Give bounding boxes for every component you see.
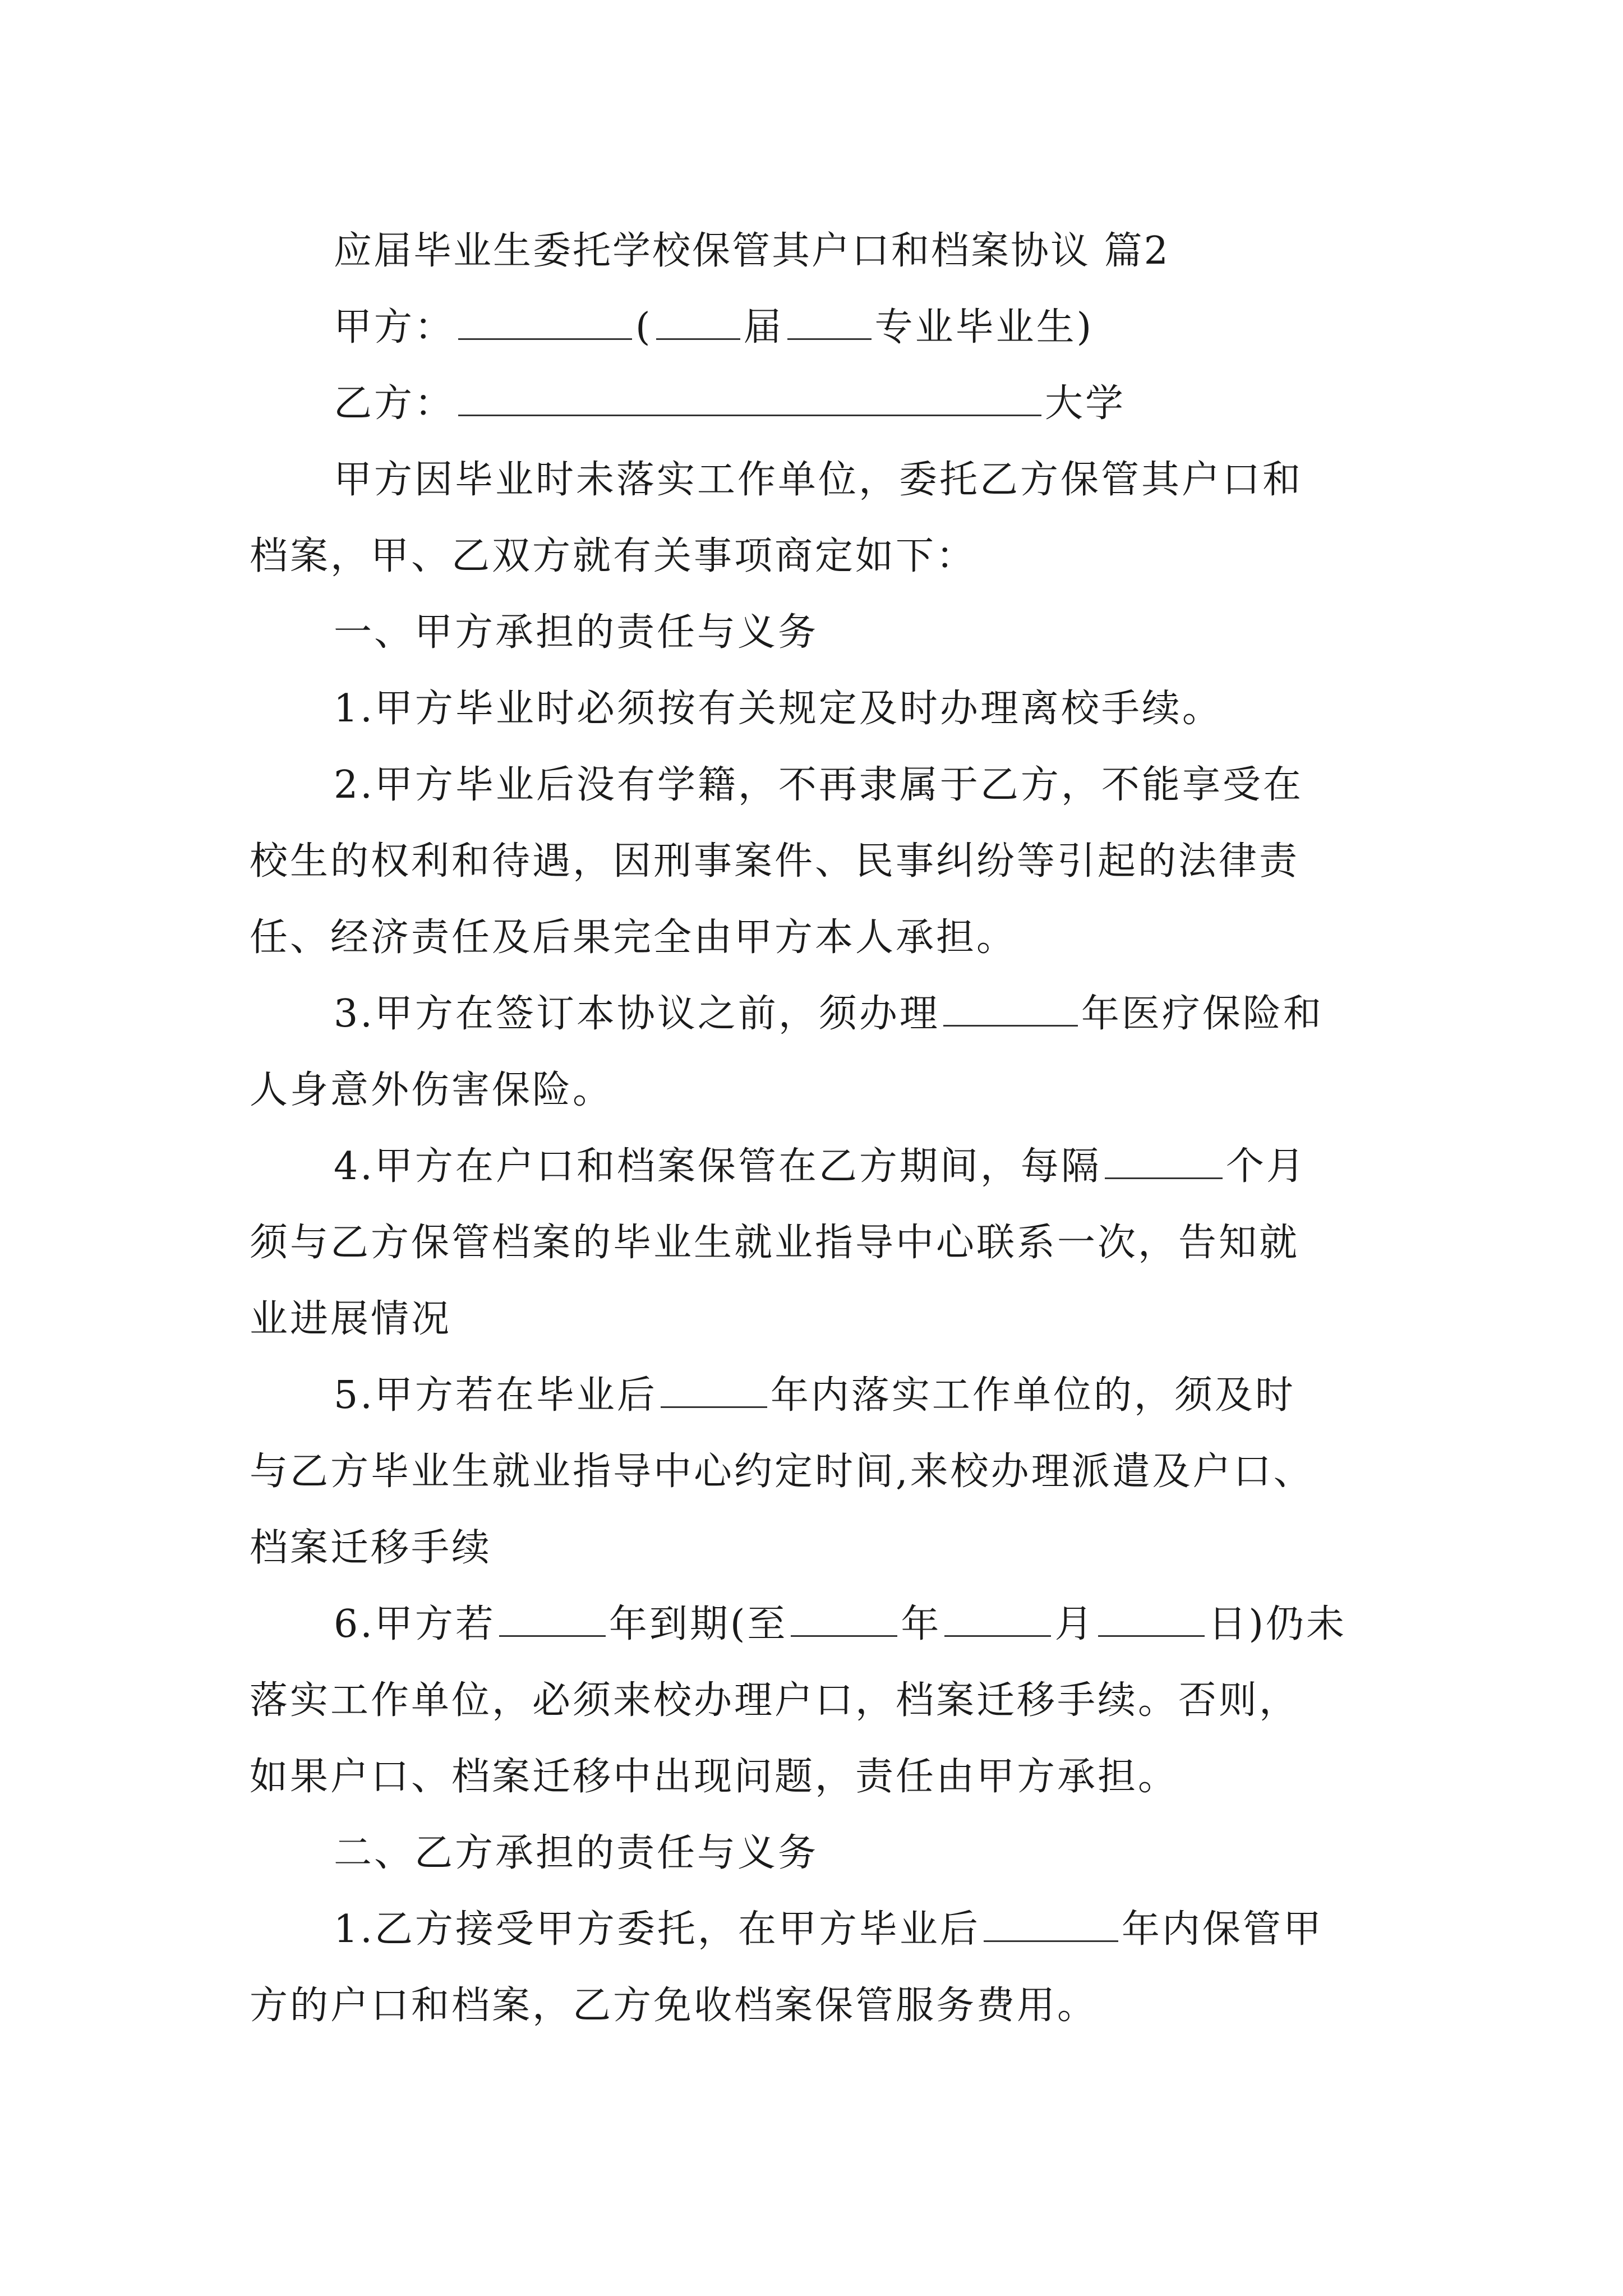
contact-interval-blank xyxy=(1105,1146,1223,1179)
section-1-item-4-line-1 xyxy=(250,1129,1391,1205)
section-1-item-4-line-3: 业进展情况 xyxy=(250,1297,452,1341)
item-3-text-b: 年医疗保险和 xyxy=(1081,992,1324,1036)
item-3-text-a: 3.甲方在签订本协议之前，须办理 xyxy=(334,992,940,1036)
section-1-item-1: 1.甲方毕业时必须按有关规定及时办理离校手续。 xyxy=(334,687,1223,731)
section-1-item-5-line-3: 档案迁移手续 xyxy=(250,1526,492,1570)
section-1-item-5-line-2: 与乙方毕业生就业指导中心约定时间,来校办理派遣及户口、 xyxy=(250,1450,1314,1494)
session-suffix: 届 xyxy=(743,305,784,349)
section-1-item-3-line-2: 人身意外伤害保险。 xyxy=(250,1068,614,1112)
item-6-text-c: 年 xyxy=(901,1602,942,1646)
document-body xyxy=(250,213,1391,2044)
session-blank xyxy=(656,307,740,340)
university-name-blank xyxy=(458,383,1041,416)
section-1-heading: 一、甲方承担的责任与义务 xyxy=(334,610,819,655)
section-2-item-1-text-b: 年内保管甲 xyxy=(1121,1907,1324,1952)
section-1-item-5-line-1 xyxy=(250,1358,1391,1434)
item-6-text-e: 日)仍未 xyxy=(1208,1602,1347,1646)
expiry-years-blank xyxy=(499,1604,606,1637)
section-2-item-1-text-a: 1.乙方接受甲方委托，在甲方毕业后 xyxy=(334,1907,980,1952)
section-1-item-3-line-1 xyxy=(250,976,1391,1052)
section-1-item-2-line-3: 任、经济责任及后果完全由甲方本人承担。 xyxy=(250,915,1017,960)
document-title xyxy=(250,213,1391,289)
section-1-item-4-line-2: 须与乙方保管档案的毕业生就业指导中心联系一次，告知就 xyxy=(250,1221,1300,1265)
section-1-item-6-line-2: 落实工作单位，必须来校办理户口，档案迁移手续。否则， xyxy=(250,1678,1300,1723)
item-6-text-b: 年到期(至 xyxy=(608,1602,788,1646)
major-suffix: 专业毕业生) xyxy=(874,305,1094,349)
title-text: 应届毕业生委托学校保管其户口和档案协议 篇2 xyxy=(334,229,1170,273)
intro-line-1: 甲方因毕业时未落实工作单位，委托乙方保管其户口和 xyxy=(334,458,1303,502)
section-2-item-1-line-2: 方的户口和档案，乙方免收档案保管服务费用。 xyxy=(250,1984,1098,2028)
expiry-year-blank xyxy=(791,1604,897,1637)
party-a-paren: ( xyxy=(635,305,653,349)
party-a-label: 甲方： xyxy=(334,305,455,349)
party-a-line xyxy=(250,289,1391,366)
section-1-item-2-line-1: 2.甲方毕业后没有学籍，不再隶属于乙方，不能享受在 xyxy=(334,763,1303,807)
section-2-heading: 二、乙方承担的责任与义务 xyxy=(334,1831,819,1875)
major-blank xyxy=(787,307,872,340)
item-4-text-a: 4.甲方在户口和档案保管在乙方期间，每隔 xyxy=(334,1144,1101,1189)
item-6-text-a: 6.甲方若 xyxy=(334,1602,496,1646)
item-5-text-a: 5.甲方若在毕业后 xyxy=(334,1373,657,1418)
party-b-line xyxy=(250,366,1391,442)
expiry-day-blank xyxy=(1098,1604,1205,1637)
item-4-text-b: 个月 xyxy=(1225,1144,1307,1189)
item-5-text-b: 年内落实工作单位的，须及时 xyxy=(770,1373,1295,1418)
party-b-suffix: 大学 xyxy=(1045,381,1126,426)
intro-line-2: 档案，甲、乙双方就有关事项商定如下： xyxy=(250,534,977,578)
party-b-label: 乙方： xyxy=(334,381,455,426)
item-6-text-d: 月 xyxy=(1054,1602,1095,1646)
party-a-name-blank xyxy=(458,307,632,340)
section-1-item-6-line-1 xyxy=(250,1586,1391,1663)
section-2-item-1-line-1 xyxy=(250,1892,1391,1968)
expiry-month-blank xyxy=(944,1604,1051,1637)
insurance-years-blank xyxy=(943,993,1078,1027)
job-deadline-years-blank xyxy=(661,1375,767,1408)
section-1-item-2-line-2: 校生的权利和待遇，因刑事案件、民事纠纷等引起的法律责 xyxy=(250,839,1300,884)
custody-years-blank xyxy=(984,1909,1118,1942)
section-1-item-6-line-3: 如果户口、档案迁移中出现问题，责任由甲方承担。 xyxy=(250,1755,1179,1799)
